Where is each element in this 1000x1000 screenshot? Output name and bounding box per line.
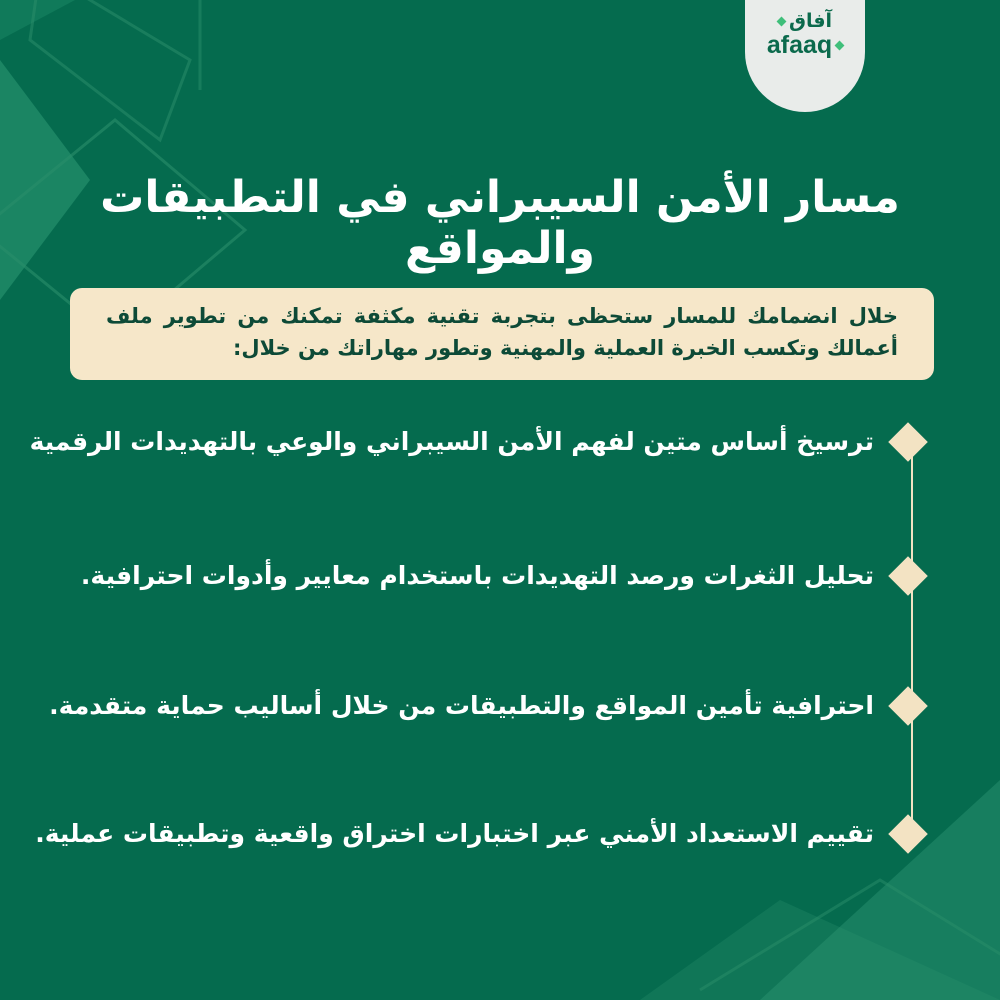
diamond-bullet-icon — [888, 422, 928, 462]
diamond-icon — [835, 40, 845, 50]
logo-arabic-text: آفاق — [788, 10, 833, 32]
list-item-text: تحليل الثغرات ورصد التهديدات باستخدام معايير وأدوات احترافية. — [80, 561, 874, 590]
timeline-line — [911, 443, 913, 833]
diamond-icon — [777, 16, 787, 26]
diamond-bullet-icon — [888, 686, 928, 726]
list-item — [49, 680, 940, 740]
list-item — [35, 808, 940, 868]
list-item-text: احترافية تأمين المواقع والتطبيقات من خلال أساليب حماية متقدمة. — [49, 691, 874, 720]
list-item — [29, 416, 940, 476]
list-item — [80, 550, 940, 610]
diamond-bullet-icon — [888, 814, 928, 854]
logo-latin-text: afaaq — [766, 31, 833, 59]
diamond-bullet-icon — [888, 556, 928, 596]
page-title: مسار الأمن السيبراني في التطبيقات والمواقع — [100, 172, 900, 274]
list-item-text: ترسيخ أساس متين لفهم الأمن السيبراني والوعي بالتهديدات الرقمية — [29, 427, 874, 456]
intro-box: خلال انضمامك للمسار ستحظى بتجربة تقنية مكثفة تمكنك من تطوير ملف أعمالك وتكسب الخبرة العملية والمهنية وتطور مهاراتك من خلال: — [70, 288, 934, 380]
list-item-text: تقييم الاستعداد الأمني عبر اختبارات اختراق واقعية وتطبيقات عملية. — [35, 819, 874, 848]
